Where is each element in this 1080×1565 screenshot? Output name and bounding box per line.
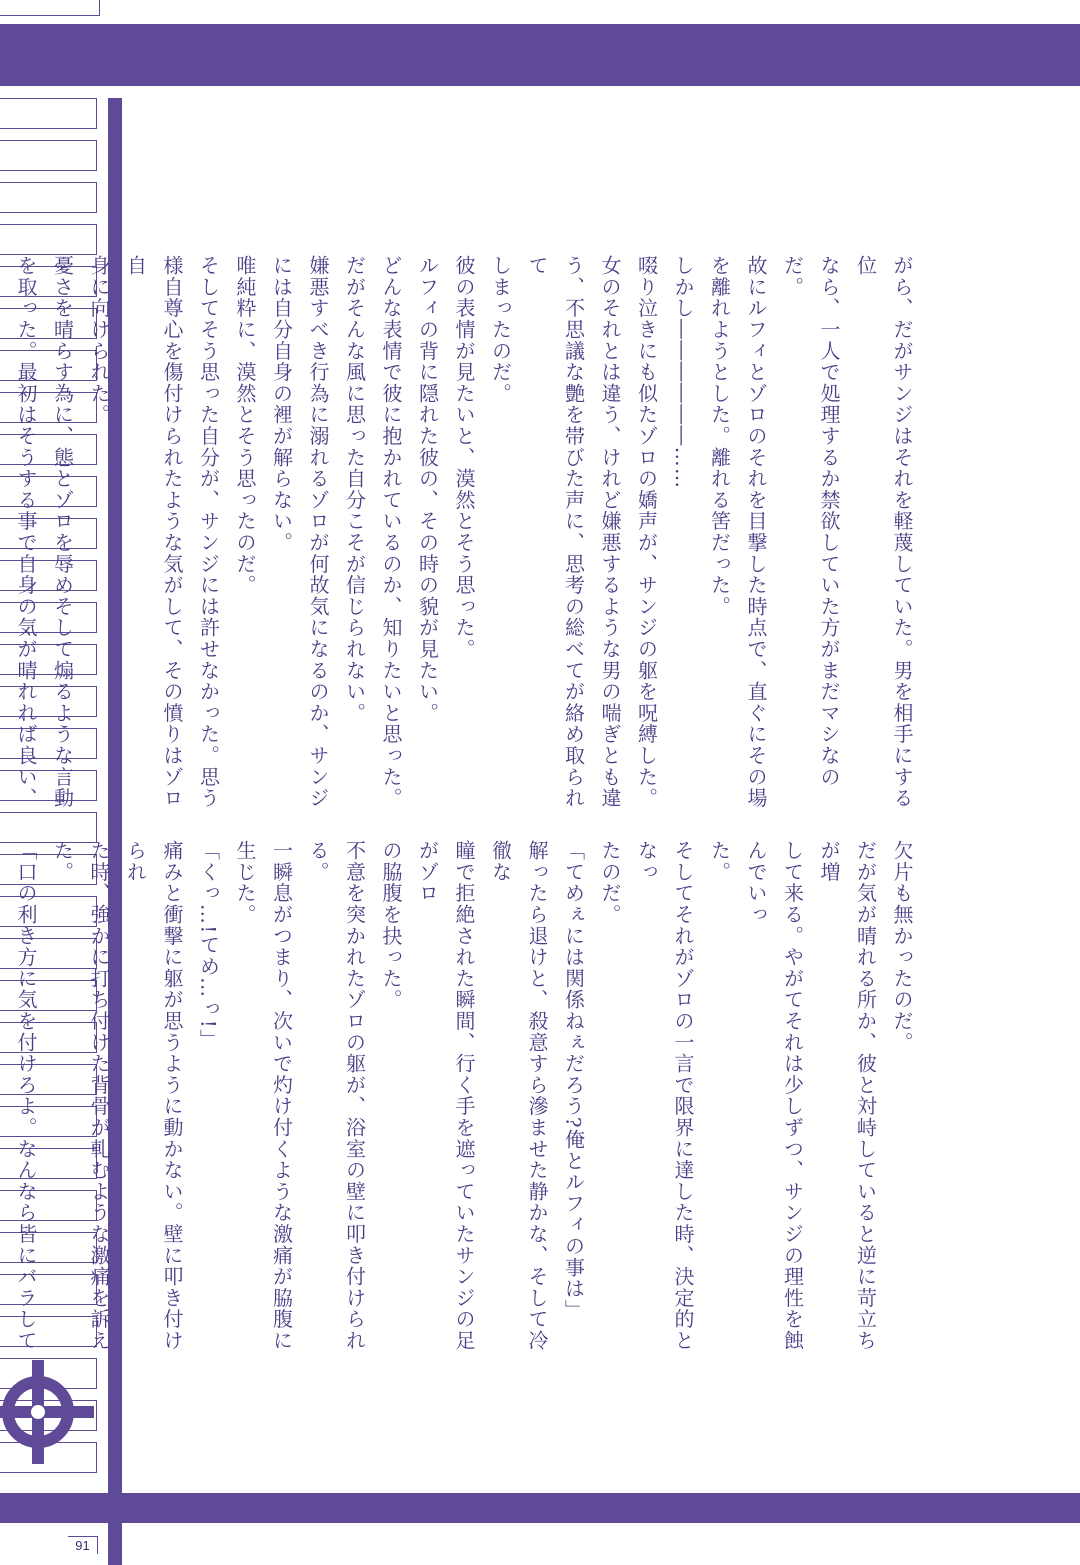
lower-text-section — [14, 840, 920, 1360]
index-tab — [0, 182, 97, 213]
text-line: 「てめぇには関係ねぇだろう?俺とルフィの事は」 — [561, 840, 586, 1321]
text-line: 痛みと衝撃に躯が思うように動かない。壁に叩き付けられ — [123, 840, 184, 1352]
page-number: 91 — [68, 1536, 98, 1554]
text-line: だが気が晴れる所か、彼と対峙していると逆に苛立ちが増 — [817, 840, 878, 1352]
text-line: そしてそれがゾロの一言で限界に達した時、決定的となっ — [634, 840, 695, 1352]
text-line: た時、強かに打ち付けた背骨が軋むような激痛を訴えた。 — [50, 840, 111, 1352]
text-line: だがそんな風に思った自分こそが信じられない。 — [342, 255, 367, 724]
crosshair-emblem-icon — [0, 1360, 94, 1464]
text-line: なら、一人で処理するか禁欲していた方がまだマシなのだ。 — [780, 255, 841, 788]
text-line: を取った。最初はそうする事で自身の気が晴れれば良い、 — [14, 255, 38, 809]
text-line: どんな表情で彼に抱かれているのか、知りたいと思った。 — [379, 255, 403, 809]
text-line: 解ったら退けと、殺意すら滲ませた静かな、そして冷徹な — [488, 840, 549, 1352]
text-line: 一瞬息がつまり、次いで灼け付くような激痛が脇腹に生じた。 — [233, 840, 294, 1352]
text-line: しまったのだ。 — [488, 255, 513, 405]
upper-text-section — [14, 255, 920, 815]
text-line: の脇腹を抉った。 — [379, 840, 403, 1011]
top-header-band — [0, 24, 1080, 86]
index-tab — [0, 98, 97, 129]
text-line: して来る。やがてそれは少しずつ、サンジの理性を蝕んでいっ — [744, 840, 805, 1352]
text-line: う、不思議な艶を帯びた声に、思考の総べてが絡め取られて — [525, 255, 586, 809]
text-line: 故にルフィとゾロのそれを目撃した時点で、直ぐにその場 — [744, 255, 768, 809]
text-line: たのだ。 — [598, 840, 622, 926]
text-line: 唯純粋に、漠然とそう思ったのだ。 — [233, 255, 257, 596]
text-line: 瞳で拒絶された瞬間、行く手を遮っていたサンジの足がゾロ — [415, 840, 476, 1352]
text-line: 啜り泣きにも似たゾロの嬌声が、サンジの躯を呪縛した。 — [634, 255, 659, 809]
index-tab — [0, 140, 97, 171]
text-line: 嫌悪すべき行為に溺れるゾロが何故気になるのか、サンジ — [306, 255, 330, 809]
text-line: 「口の利き方に気を付けろよ。なんなら皆にバラして — [14, 840, 38, 1352]
text-line: 彼の表情が見たいと、漠然とそう思った。 — [452, 255, 476, 660]
text-line: 様自尊心を傷付けられたような気がして、その憤りはゾロ自 — [123, 255, 184, 809]
text-line: た。 — [707, 840, 732, 883]
text-line: ルフィの背に隠れた彼の、その時の貌が見たい。 — [415, 255, 440, 724]
text-line: 女のそれとは違う、けれど嫌悪するような男の喘ぎとも違 — [598, 255, 622, 809]
text-line: 「くっ…!てめ…っ!」 — [196, 840, 221, 1051]
text-line: そしてそう思った自分が、サンジには許せなかった。思う — [196, 255, 221, 809]
text-line: しかし――――――…… — [671, 255, 695, 490]
text-line: がら、だがサンジはそれを軽蔑していた。男を相手にする位 — [853, 255, 914, 809]
text-line: 憂さを晴らす為に、態とゾロを辱めそして煽るような言動 — [50, 255, 75, 809]
top-corner-tab — [0, 0, 100, 16]
index-tab — [0, 224, 97, 255]
index-tab — [0, 812, 97, 843]
bottom-footer-band — [0, 1493, 1080, 1523]
text-line: 欠片も無かったのだ。 — [890, 840, 914, 1053]
text-line: 身に向けられた。 — [87, 255, 111, 426]
text-line: 不意を突かれたゾロの躯が、浴室の壁に叩き付けられる。 — [306, 840, 367, 1352]
text-line: を離れようとした。離れる筈だった。 — [707, 255, 732, 618]
text-line: には自分自身の裡が解らない。 — [269, 255, 294, 554]
